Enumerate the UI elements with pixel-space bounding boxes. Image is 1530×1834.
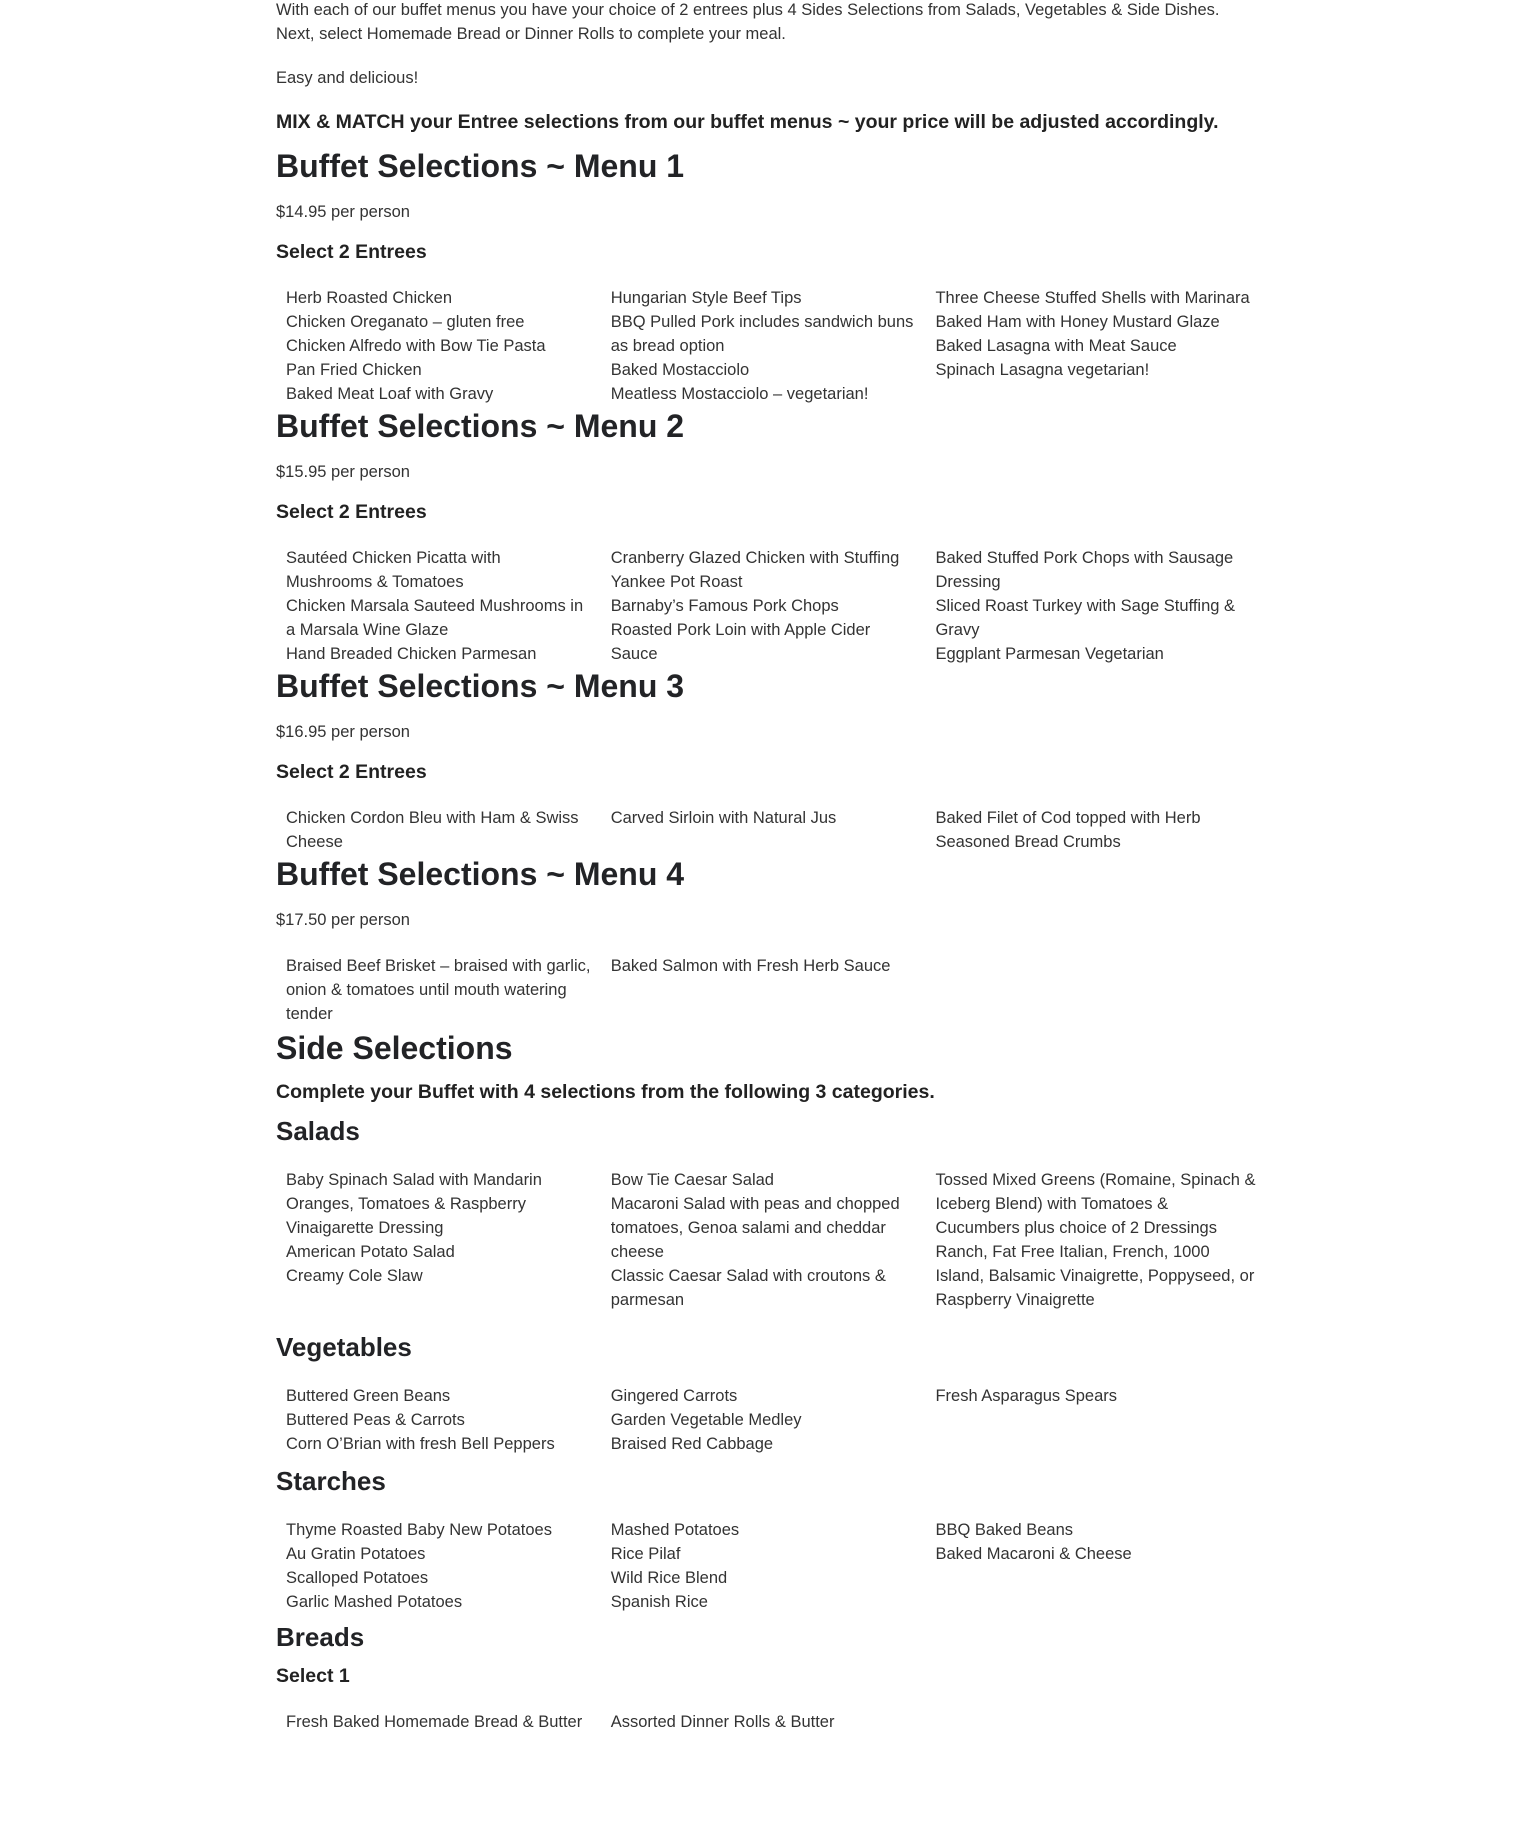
side-selections-title: Side Selections bbox=[276, 1030, 513, 1066]
menu-item: Baked Mostacciolo bbox=[610, 361, 750, 379]
menu-item: Baby Spinach Salad with Mandarin Oranges, Tomatoes & Raspberry Vinaigarette Dressing bbox=[286, 1171, 542, 1237]
side-column bbox=[286, 1518, 611, 1614]
vegetables-columns bbox=[276, 1384, 1256, 1456]
menu-item: Baked Macaroni & Cheese bbox=[935, 1545, 1132, 1563]
menu-item: Three Cheese Stuffed Shells with Marinara bbox=[935, 289, 1250, 307]
side-selections-section bbox=[276, 1028, 1256, 1614]
menu-item: BBQ Pulled Pork includes sandwich buns as bread option bbox=[610, 313, 914, 355]
menu-3-section bbox=[276, 666, 1256, 854]
menu-item: Assorted Dinner Rolls & Butter bbox=[610, 1713, 835, 1731]
entree-column bbox=[935, 954, 1256, 1026]
menu-item: BBQ Baked Beans bbox=[935, 1521, 1074, 1539]
menu-3-price: $16.95 per person bbox=[276, 723, 410, 741]
menu-item: Sautéed Chicken Picatta with Mushrooms & Tomatoes bbox=[286, 549, 501, 591]
menu-item: Braised Red Cabbage bbox=[610, 1435, 774, 1453]
entree-column bbox=[935, 546, 1256, 666]
bread-column bbox=[286, 1710, 611, 1734]
menu-item: Creamy Cole Slaw bbox=[286, 1267, 423, 1285]
menu-2-section bbox=[276, 406, 1256, 666]
menu-item: Buttered Peas & Carrots bbox=[286, 1411, 465, 1429]
menu-item: Yankee Pot Roast bbox=[610, 573, 743, 591]
menu-item: Carved Sirloin with Natural Jus bbox=[610, 809, 837, 827]
intro-text: With each of our buffet menus you have your choice of 2 entrees plus 4 Sides Selections from Salads, Vegetables & Side Dishes. Next, select Homemade Bread or Dinner Rolls to complete your meal. bbox=[276, 1, 1220, 43]
menu-item: Hungarian Style Beef Tips bbox=[610, 289, 802, 307]
menu-page bbox=[276, 0, 1256, 1734]
side-column bbox=[286, 1168, 611, 1312]
salads-title: Salads bbox=[276, 1116, 360, 1146]
menu-item: Barnaby’s Famous Pork Chops bbox=[610, 597, 839, 615]
menu-item: Garden Vegetable Medley bbox=[610, 1411, 802, 1429]
mix-and-match-note: MIX & MATCH your Entree selections from our buffet menus ~ your price will be adjusted accordingly. bbox=[276, 111, 1219, 133]
menu-item: Baked Lasagna with Meat Sauce bbox=[935, 337, 1177, 355]
menu-item: Hand Breaded Chicken Parmesan bbox=[286, 645, 537, 663]
menu-4-price: $17.50 per person bbox=[276, 911, 410, 929]
menu-3-title: Buffet Selections ~ Menu 3 bbox=[276, 668, 685, 704]
side-column bbox=[935, 1168, 1256, 1312]
menu-item: Macaroni Salad with peas and chopped tomatoes, Genoa salami and cheddar cheese bbox=[610, 1195, 900, 1261]
entree-column bbox=[286, 546, 611, 666]
menu-item: Herb Roasted Chicken bbox=[286, 289, 452, 307]
menu-1-select-label: Select 2 Entrees bbox=[276, 241, 427, 263]
menu-item: Baked Salmon with Fresh Herb Sauce bbox=[610, 957, 891, 975]
side-column bbox=[611, 1384, 936, 1456]
vegetables-title: Vegetables bbox=[276, 1332, 412, 1362]
menu-4-title: Buffet Selections ~ Menu 4 bbox=[276, 856, 685, 892]
menu-item: Bow Tie Caesar Salad bbox=[610, 1171, 774, 1189]
menu-1-section bbox=[276, 146, 1256, 406]
entree-column bbox=[286, 954, 611, 1026]
entree-column bbox=[611, 806, 936, 854]
menu-item: Spanish Rice bbox=[610, 1593, 708, 1611]
menu-2-price: $15.95 per person bbox=[276, 463, 410, 481]
menu-item: Eggplant Parmesan Vegetarian bbox=[935, 645, 1164, 663]
menu-item: Classic Caesar Salad with croutons & parmesan bbox=[610, 1267, 886, 1309]
breads-columns bbox=[276, 1710, 1256, 1734]
side-selections-subtitle: Complete your Buffet with 4 selections from the following 3 categories. bbox=[276, 1081, 935, 1103]
menu-item: Sliced Roast Turkey with Sage Stuffing & Gravy bbox=[935, 597, 1236, 639]
menu-2-title: Buffet Selections ~ Menu 2 bbox=[276, 408, 685, 444]
menu-item: Baked Ham with Honey Mustard Glaze bbox=[935, 313, 1220, 331]
bread-column bbox=[935, 1710, 1256, 1734]
menu-item: Mashed Potatoes bbox=[610, 1521, 740, 1539]
menu-item: Cranberry Glazed Chicken with Stuffing bbox=[610, 549, 900, 567]
menu-item: Baked Meat Loaf with Gravy bbox=[286, 385, 494, 403]
menu-4-section bbox=[276, 854, 1256, 1026]
side-column bbox=[611, 1518, 936, 1614]
menu-1-price: $14.95 per person bbox=[276, 203, 410, 221]
menu-item: American Potato Salad bbox=[286, 1243, 455, 1261]
breads-section bbox=[276, 1620, 1256, 1734]
intro-tagline: Easy and delicious! bbox=[276, 69, 419, 87]
menu-item: Chicken Oreganato – gluten free bbox=[286, 313, 525, 331]
entree-column bbox=[935, 286, 1256, 406]
starches-title: Starches bbox=[276, 1466, 386, 1496]
menu-item: Wild Rice Blend bbox=[610, 1569, 728, 1587]
breads-select-label: Select 1 bbox=[276, 1665, 350, 1687]
entree-column bbox=[286, 806, 611, 854]
entree-column bbox=[611, 286, 936, 406]
entree-column bbox=[611, 954, 936, 1026]
menu-item: Buttered Green Beans bbox=[286, 1387, 451, 1405]
menu-3-entree-columns bbox=[276, 806, 1256, 854]
salads-columns bbox=[276, 1168, 1256, 1312]
menu-item: Scalloped Potatoes bbox=[286, 1569, 429, 1587]
side-column bbox=[935, 1518, 1256, 1614]
entree-column bbox=[286, 286, 611, 406]
menu-3-select-label: Select 2 Entrees bbox=[276, 761, 427, 783]
menu-item: Meatless Mostacciolo – vegetarian! bbox=[610, 385, 869, 403]
bread-column bbox=[611, 1710, 936, 1734]
menu-item: Gingered Carrots bbox=[610, 1387, 738, 1405]
side-column bbox=[935, 1384, 1256, 1456]
entree-column bbox=[935, 806, 1256, 854]
menu-item: Au Gratin Potatoes bbox=[286, 1545, 426, 1563]
breads-title: Breads bbox=[276, 1622, 365, 1652]
starches-columns bbox=[276, 1518, 1256, 1614]
menu-item: Thyme Roasted Baby New Potatoes bbox=[286, 1521, 552, 1539]
menu-item: Roasted Pork Loin with Apple Cider Sauce bbox=[610, 621, 871, 663]
menu-item: Garlic Mashed Potatoes bbox=[286, 1593, 463, 1611]
menu-item: Chicken Cordon Bleu with Ham & Swiss Cheese bbox=[286, 809, 579, 851]
menu-2-entree-columns bbox=[276, 546, 1256, 666]
menu-item: Fresh Baked Homemade Bread & Butter bbox=[286, 1713, 583, 1731]
menu-item: Baked Filet of Cod topped with Herb Seasoned Bread Crumbs bbox=[935, 809, 1201, 851]
menu-item: Baked Stuffed Pork Chops with Sausage Dressing bbox=[935, 549, 1234, 591]
menu-item: Pan Fried Chicken bbox=[286, 361, 422, 379]
menu-item: Fresh Asparagus Spears bbox=[935, 1387, 1118, 1405]
menu-1-title: Buffet Selections ~ Menu 1 bbox=[276, 148, 685, 184]
menu-2-select-label: Select 2 Entrees bbox=[276, 501, 427, 523]
menu-item: Rice Pilaf bbox=[610, 1545, 681, 1563]
menu-item: Spinach Lasagna vegetarian! bbox=[935, 361, 1150, 379]
menu-item: Chicken Marsala Sauteed Mushrooms in a Marsala Wine Glaze bbox=[286, 597, 584, 639]
menu-item: Chicken Alfredo with Bow Tie Pasta bbox=[286, 337, 546, 355]
side-column bbox=[286, 1384, 611, 1456]
entree-column bbox=[611, 546, 936, 666]
menu-item: Corn O’Brian with fresh Bell Peppers bbox=[286, 1435, 555, 1453]
menu-item: Tossed Mixed Greens (Romaine, Spinach & Iceberg Blend) with Tomatoes & Cucumbers plus choice of 2 Dressings Ranch, Fat Free Italian, French, 1000 Island, Balsamic Vinaigrette, Poppyseed, or Raspberry Vinaigrette bbox=[935, 1171, 1256, 1309]
menu-4-entree-columns bbox=[276, 954, 1256, 1026]
side-column bbox=[611, 1168, 936, 1312]
menu-1-entree-columns bbox=[276, 286, 1256, 406]
menu-item: Braised Beef Brisket – braised with garlic, onion & tomatoes until mouth watering tender bbox=[286, 957, 591, 1023]
